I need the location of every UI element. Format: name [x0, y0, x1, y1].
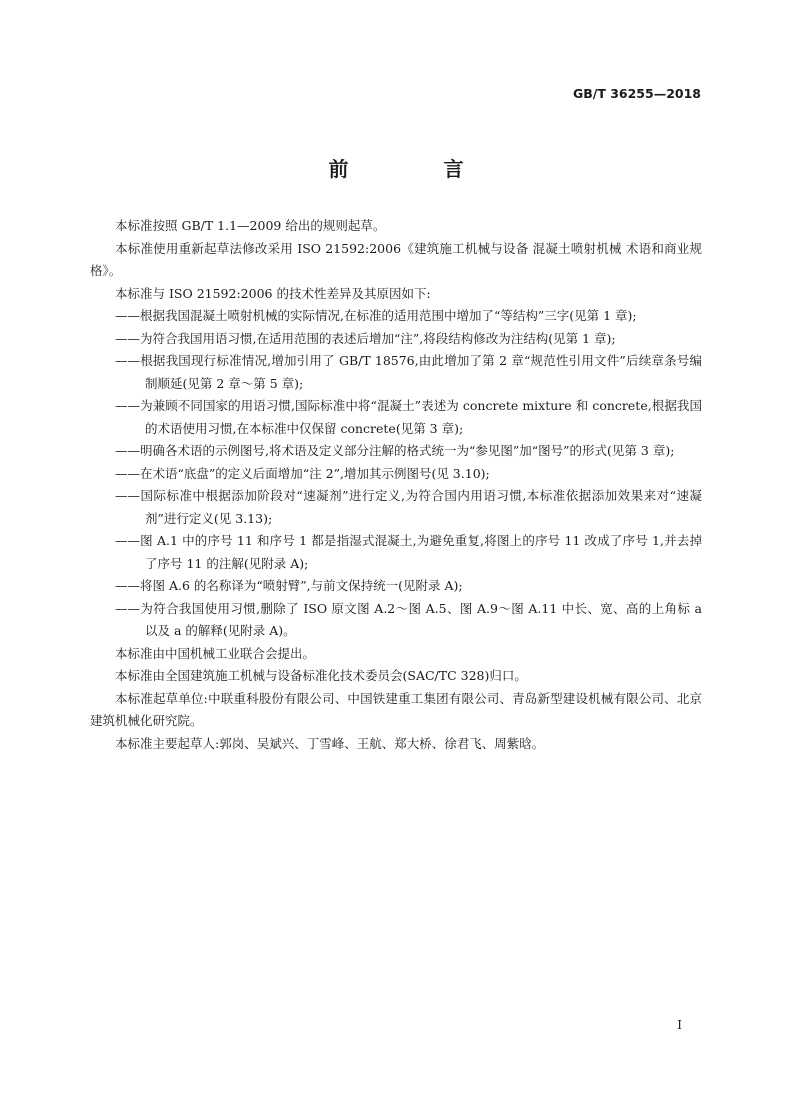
- list-item: ——根据我国混凝土喷射机械的实际情况,在标准的适用范围中增加了“等结构”三字(见第 1 章);: [115, 308, 637, 323]
- paragraph-drafting-rules: 本标准按照 GB/T 1.1—2009 给出的规则起草。: [115, 218, 386, 233]
- list-item: ——图 A.1 中的序号 11 和序号 1 都是指湿式混凝土,为避免重复,将图上的序号 11 改成了序号 1,并去掉了序号 11 的注解(见附录 A);: [115, 533, 702, 571]
- list-item: ——在术语“底盘”的定义后面增加“注 2”,增加其示例图号(见 3.10);: [115, 465, 490, 481]
- paragraph-drafters: 本标准主要起草人:郭岗、吴斌兴、丁雪峰、王航、郑大桥、徐君飞、周紫晗。: [115, 735, 545, 751]
- page-title: 前 言: [328, 157, 508, 181]
- foreword-body: [90, 215, 702, 755]
- list-item: ——将图 A.6 的名称译为“喷射臂”,与前文保持统一(见附录 A);: [115, 578, 463, 593]
- list-item: ——为兼顾不同国家的用语习惯,国际标准中将“混凝土”表述为 concrete mixture 和 concrete,根据我国的术语使用习惯,在本标准中仅保留 concrete(见第 3 章);: [115, 398, 702, 436]
- paragraph-drafting-units: 本标准起草单位:中联重科股份有限公司、中国铁建重工集团有限公司、青岛新型建设机械有限公司、北京建筑机械化研究院。: [90, 690, 702, 728]
- paragraph-adoption-method: 本标准使用重新起草法修改采用 ISO 21592:2006《建筑施工机械与设备 混凝土喷射机械 术语和商业规格》。: [90, 240, 702, 278]
- paragraph-centralized-by: 本标准由全国建筑施工机械与设备标准化技术委员会(SAC/TC 328)归口。: [115, 668, 527, 683]
- page-number: I: [677, 1018, 682, 1032]
- list-item: ——为符合我国使用习惯,删除了 ISO 原文图 A.2～图 A.5、图 A.9～图 A.11 中长、宽、高的上角标 a 以及 a 的解释(见附录 A)。: [115, 600, 702, 638]
- list-item: ——为符合我国用语习惯,在适用范围的表述后增加“注”,将段结构修改为注结构(见第 1 章);: [115, 330, 616, 346]
- list-item: ——根据我国现行标准情况,增加引用了 GB/T 18576,由此增加了第 2 章“规范性引用文件”后续章条号编制顺延(见第 2 章～第 5 章);: [115, 353, 702, 391]
- standard-number: GB/T 36255—2018: [572, 86, 701, 101]
- list-item: ——明确各术语的示例图号,将术语及定义部分注解的格式统一为“参见图”加“图号”的形式(见第 3 章);: [115, 443, 675, 458]
- paragraph-differences-intro: 本标准与 ISO 21592:2006 的技术性差异及其原因如下:: [115, 285, 431, 301]
- list-item: ——国际标准中根据添加阶段对“速凝剂”进行定义,为符合国内用语习惯,本标准依据添加效果来对“速凝剂”进行定义(见 3.13);: [115, 488, 702, 526]
- paragraph-proposer: 本标准由中国机械工业联合会提出。: [115, 645, 316, 661]
